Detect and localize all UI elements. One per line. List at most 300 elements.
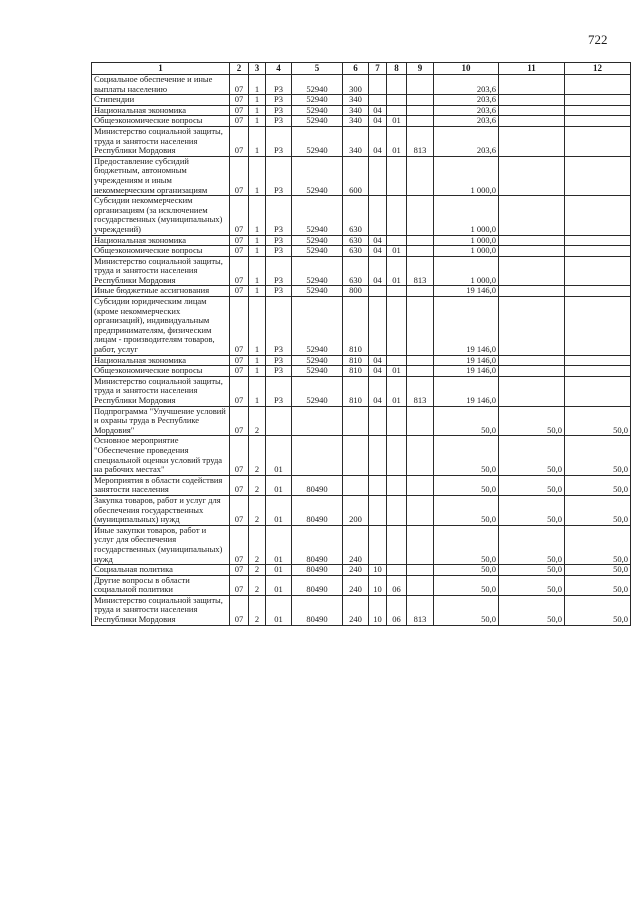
table-row (92, 256, 631, 286)
row-name: Иные бюджетные ассигнования (92, 286, 230, 297)
code-subchapter (387, 565, 407, 576)
code-expense-type: 240 (343, 595, 369, 625)
code-section: 07 (230, 475, 249, 495)
table-row (92, 75, 631, 95)
code-chapter (369, 525, 387, 564)
code-chapter (369, 156, 387, 195)
code-event: Р3 (266, 156, 292, 195)
code-direction: 52940 (292, 126, 343, 156)
column-header: 8 (387, 63, 407, 75)
table-row (92, 475, 631, 495)
code-expense-type: 200 (343, 495, 369, 525)
row-name: Министерство социальной защиты, труда и занятости населения Республики Мордовия (92, 126, 230, 156)
code-chapter: 10 (369, 595, 387, 625)
code-ministry (407, 235, 434, 246)
amount-year-3 (565, 235, 631, 246)
code-section: 07 (230, 116, 249, 127)
table-body (92, 75, 631, 626)
code-section: 07 (230, 95, 249, 106)
code-ministry: 813 (407, 376, 434, 406)
row-name: Субсидии некоммерческим организациям (за исключением государственных (муниципальных) учреждений) (92, 196, 230, 235)
code-ministry (407, 196, 434, 235)
code-event: Р3 (266, 126, 292, 156)
code-subprogram: 2 (249, 565, 266, 576)
code-subchapter: 01 (387, 126, 407, 156)
column-header: 2 (230, 63, 249, 75)
code-chapter (369, 297, 387, 356)
table-row (92, 376, 631, 406)
code-expense-type: 340 (343, 116, 369, 127)
amount-year-3: 50,0 (565, 575, 631, 595)
code-subchapter (387, 196, 407, 235)
code-event (266, 406, 292, 436)
code-event: Р3 (266, 366, 292, 377)
amount-year-3: 50,0 (565, 495, 631, 525)
code-section: 07 (230, 75, 249, 95)
code-event: Р3 (266, 75, 292, 95)
code-subchapter: 01 (387, 116, 407, 127)
code-chapter: 04 (369, 126, 387, 156)
code-subprogram: 1 (249, 75, 266, 95)
amount-year-2 (499, 95, 565, 106)
code-event: Р3 (266, 95, 292, 106)
code-direction: 52940 (292, 376, 343, 406)
amount-year-1: 1 000,0 (434, 196, 499, 235)
amount-year-2: 50,0 (499, 575, 565, 595)
code-expense-type (343, 406, 369, 436)
amount-year-2 (499, 297, 565, 356)
amount-year-1: 19 146,0 (434, 286, 499, 297)
amount-year-2 (499, 75, 565, 95)
code-ministry (407, 406, 434, 436)
code-direction: 52940 (292, 105, 343, 116)
code-event: 01 (266, 495, 292, 525)
amount-year-1: 50,0 (434, 495, 499, 525)
code-ministry (407, 116, 434, 127)
amount-year-1: 1 000,0 (434, 256, 499, 286)
code-direction: 52940 (292, 355, 343, 366)
column-header: 11 (499, 63, 565, 75)
row-name: Социальное обеспечение и иные выплаты населению (92, 75, 230, 95)
amount-year-1: 50,0 (434, 436, 499, 475)
code-subprogram: 1 (249, 95, 266, 106)
table-row (92, 196, 631, 235)
code-subprogram: 2 (249, 575, 266, 595)
code-subchapter (387, 105, 407, 116)
row-name: Основное мероприятие "Обеспечение проведения специальной оценки условий труда на рабочих местах" (92, 436, 230, 475)
code-direction: 80490 (292, 595, 343, 625)
amount-year-1: 50,0 (434, 406, 499, 436)
code-subprogram: 1 (249, 116, 266, 127)
code-direction: 52940 (292, 196, 343, 235)
code-subprogram: 2 (249, 495, 266, 525)
code-direction: 52940 (292, 235, 343, 246)
amount-year-2 (499, 235, 565, 246)
code-section: 07 (230, 235, 249, 246)
amount-year-1: 203,6 (434, 75, 499, 95)
amount-year-1: 19 146,0 (434, 297, 499, 356)
amount-year-1: 203,6 (434, 105, 499, 116)
row-name: Национальная экономика (92, 105, 230, 116)
code-chapter: 04 (369, 376, 387, 406)
code-subprogram: 2 (249, 436, 266, 475)
code-event: Р3 (266, 235, 292, 246)
code-subchapter: 06 (387, 575, 407, 595)
code-event: Р3 (266, 105, 292, 116)
row-name: Социальная политика (92, 565, 230, 576)
amount-year-1: 1 000,0 (434, 235, 499, 246)
row-name: Общеэкономические вопросы (92, 366, 230, 377)
code-event: 01 (266, 525, 292, 564)
code-section: 07 (230, 575, 249, 595)
row-name: Министерство социальной защиты, труда и занятости населения Республики Мордовия (92, 256, 230, 286)
code-direction: 52940 (292, 156, 343, 195)
code-subprogram: 1 (249, 297, 266, 356)
code-subprogram: 1 (249, 235, 266, 246)
column-header: 7 (369, 63, 387, 75)
code-subchapter: 01 (387, 256, 407, 286)
amount-year-3: 50,0 (565, 525, 631, 564)
code-section: 07 (230, 366, 249, 377)
code-subchapter (387, 475, 407, 495)
code-section: 07 (230, 156, 249, 195)
code-ministry (407, 355, 434, 366)
row-name: Национальная экономика (92, 235, 230, 246)
code-ministry (407, 156, 434, 195)
code-section: 07 (230, 246, 249, 257)
code-expense-type: 630 (343, 246, 369, 257)
table-row (92, 297, 631, 356)
code-expense-type: 240 (343, 525, 369, 564)
code-expense-type: 810 (343, 376, 369, 406)
code-chapter (369, 286, 387, 297)
code-chapter: 04 (369, 116, 387, 127)
code-direction: 80490 (292, 475, 343, 495)
code-subprogram: 1 (249, 256, 266, 286)
amount-year-2: 50,0 (499, 565, 565, 576)
amount-year-3: 50,0 (565, 406, 631, 436)
table-row (92, 156, 631, 195)
code-subchapter (387, 495, 407, 525)
code-subprogram: 2 (249, 595, 266, 625)
amount-year-2 (499, 196, 565, 235)
table-row (92, 595, 631, 625)
table-row (92, 105, 631, 116)
code-subchapter (387, 75, 407, 95)
amount-year-1: 50,0 (434, 565, 499, 576)
amount-year-3 (565, 156, 631, 195)
row-name: Стипендии (92, 95, 230, 106)
code-subprogram: 1 (249, 126, 266, 156)
table-row (92, 495, 631, 525)
code-direction: 80490 (292, 575, 343, 595)
column-header: 12 (565, 63, 631, 75)
amount-year-1: 1 000,0 (434, 246, 499, 257)
amount-year-2 (499, 376, 565, 406)
amount-year-1: 19 146,0 (434, 376, 499, 406)
code-direction: 52940 (292, 246, 343, 257)
code-event: 01 (266, 595, 292, 625)
code-subchapter: 01 (387, 246, 407, 257)
row-name: Подпрограмма "Улучшение условий и охраны труда в Республике Мордовия" (92, 406, 230, 436)
code-chapter: 04 (369, 235, 387, 246)
amount-year-1: 50,0 (434, 475, 499, 495)
row-name: Национальная экономика (92, 355, 230, 366)
code-ministry: 813 (407, 256, 434, 286)
code-ministry (407, 565, 434, 576)
code-ministry: 813 (407, 595, 434, 625)
code-event: Р3 (266, 256, 292, 286)
column-header: 3 (249, 63, 266, 75)
code-chapter (369, 495, 387, 525)
row-name: Общеэкономические вопросы (92, 116, 230, 127)
table-row (92, 436, 631, 475)
table-row (92, 355, 631, 366)
code-chapter: 04 (369, 355, 387, 366)
column-header: 5 (292, 63, 343, 75)
code-section: 07 (230, 196, 249, 235)
code-subchapter (387, 286, 407, 297)
code-direction: 52940 (292, 366, 343, 377)
code-event: 01 (266, 436, 292, 475)
code-subprogram: 1 (249, 196, 266, 235)
code-section: 07 (230, 126, 249, 156)
code-chapter: 04 (369, 105, 387, 116)
code-subprogram: 1 (249, 105, 266, 116)
amount-year-3 (565, 75, 631, 95)
code-subprogram: 1 (249, 355, 266, 366)
row-name: Предоставление субсидий бюджетным, автономным учреждениям и иным некоммерческим организациям (92, 156, 230, 195)
amount-year-2 (499, 156, 565, 195)
code-subchapter: 01 (387, 366, 407, 377)
code-direction (292, 436, 343, 475)
code-subprogram: 2 (249, 525, 266, 564)
amount-year-1: 1 000,0 (434, 156, 499, 195)
table-row (92, 116, 631, 127)
amount-year-2: 50,0 (499, 595, 565, 625)
code-subchapter: 06 (387, 595, 407, 625)
table-row (92, 366, 631, 377)
table-row (92, 565, 631, 576)
code-expense-type: 630 (343, 196, 369, 235)
amount-year-3 (565, 376, 631, 406)
code-ministry: 813 (407, 126, 434, 156)
code-event: 01 (266, 575, 292, 595)
amount-year-1: 203,6 (434, 116, 499, 127)
table-row (92, 246, 631, 257)
amount-year-2 (499, 105, 565, 116)
code-ministry (407, 286, 434, 297)
row-name: Субсидии юридическим лицам (кроме некоммерческих организаций), индивидуальным предпринимателям, физическим лицам - производителям товаров, работ, услуг (92, 297, 230, 356)
code-expense-type: 340 (343, 105, 369, 116)
code-subchapter (387, 355, 407, 366)
code-ministry (407, 95, 434, 106)
code-direction (292, 406, 343, 436)
column-header: 4 (266, 63, 292, 75)
amount-year-2: 50,0 (499, 436, 565, 475)
amount-year-3: 50,0 (565, 436, 631, 475)
amount-year-2 (499, 256, 565, 286)
row-name: Мероприятия в области содействия занятости населения (92, 475, 230, 495)
amount-year-3: 50,0 (565, 565, 631, 576)
code-subchapter (387, 297, 407, 356)
amount-year-1: 203,6 (434, 95, 499, 106)
code-section: 07 (230, 495, 249, 525)
code-section: 07 (230, 105, 249, 116)
code-ministry (407, 525, 434, 564)
code-event: 01 (266, 475, 292, 495)
code-section: 07 (230, 436, 249, 475)
amount-year-2 (499, 366, 565, 377)
code-expense-type (343, 436, 369, 475)
code-chapter (369, 196, 387, 235)
amount-year-2 (499, 126, 565, 156)
code-ministry (407, 105, 434, 116)
code-subprogram: 1 (249, 376, 266, 406)
code-subprogram: 1 (249, 246, 266, 257)
table-row (92, 575, 631, 595)
amount-year-2: 50,0 (499, 525, 565, 564)
code-chapter: 04 (369, 256, 387, 286)
amount-year-2: 50,0 (499, 475, 565, 495)
code-direction: 52940 (292, 286, 343, 297)
amount-year-1: 19 146,0 (434, 366, 499, 377)
code-ministry (407, 366, 434, 377)
code-section: 07 (230, 355, 249, 366)
amount-year-3 (565, 116, 631, 127)
code-ministry (407, 436, 434, 475)
code-expense-type: 340 (343, 126, 369, 156)
amount-year-1: 19 146,0 (434, 355, 499, 366)
code-direction: 52940 (292, 75, 343, 95)
code-event: Р3 (266, 116, 292, 127)
amount-year-2 (499, 355, 565, 366)
row-name: Общеэкономические вопросы (92, 246, 230, 257)
table-row (92, 126, 631, 156)
amount-year-2 (499, 286, 565, 297)
column-header: 9 (407, 63, 434, 75)
table-row (92, 525, 631, 564)
row-name: Министерство социальной защиты, труда и занятости населения Республики Мордовия (92, 595, 230, 625)
code-subchapter (387, 95, 407, 106)
amount-year-3 (565, 95, 631, 106)
code-subprogram: 2 (249, 406, 266, 436)
amount-year-3 (565, 355, 631, 366)
code-ministry (407, 475, 434, 495)
amount-year-3: 50,0 (565, 595, 631, 625)
code-chapter: 10 (369, 575, 387, 595)
code-subchapter (387, 235, 407, 246)
amount-year-2: 50,0 (499, 495, 565, 525)
code-chapter (369, 95, 387, 106)
code-expense-type: 340 (343, 95, 369, 106)
code-chapter (369, 475, 387, 495)
code-ministry (407, 246, 434, 257)
code-section: 07 (230, 525, 249, 564)
code-ministry (407, 575, 434, 595)
row-name: Министерство социальной защиты, труда и занятости населения Республики Мордовия (92, 376, 230, 406)
code-chapter (369, 75, 387, 95)
amount-year-3 (565, 286, 631, 297)
code-subprogram: 1 (249, 156, 266, 195)
code-event: Р3 (266, 376, 292, 406)
code-chapter (369, 406, 387, 436)
amount-year-3 (565, 246, 631, 257)
code-ministry (407, 75, 434, 95)
code-ministry (407, 495, 434, 525)
amount-year-1: 50,0 (434, 525, 499, 564)
code-event: Р3 (266, 246, 292, 257)
table-row (92, 95, 631, 106)
code-event: Р3 (266, 355, 292, 366)
table-row (92, 235, 631, 246)
code-expense-type: 630 (343, 256, 369, 286)
code-section: 07 (230, 256, 249, 286)
code-subchapter: 01 (387, 376, 407, 406)
row-name: Другие вопросы в области социальной политики (92, 575, 230, 595)
code-chapter: 04 (369, 366, 387, 377)
amount-year-3: 50,0 (565, 475, 631, 495)
code-expense-type: 800 (343, 286, 369, 297)
code-chapter (369, 436, 387, 475)
code-expense-type: 630 (343, 235, 369, 246)
code-event: 01 (266, 565, 292, 576)
code-direction: 52940 (292, 256, 343, 286)
code-expense-type: 810 (343, 355, 369, 366)
code-direction: 52940 (292, 297, 343, 356)
amount-year-3 (565, 256, 631, 286)
code-subchapter (387, 525, 407, 564)
code-subprogram: 1 (249, 366, 266, 377)
code-section: 07 (230, 595, 249, 625)
code-subprogram: 1 (249, 286, 266, 297)
code-event: Р3 (266, 196, 292, 235)
amount-year-2: 50,0 (499, 406, 565, 436)
table-header-row (92, 63, 631, 75)
code-section: 07 (230, 286, 249, 297)
amount-year-2 (499, 116, 565, 127)
code-section: 07 (230, 376, 249, 406)
code-chapter: 04 (369, 246, 387, 257)
code-expense-type: 810 (343, 297, 369, 356)
amount-year-3 (565, 366, 631, 377)
code-expense-type: 300 (343, 75, 369, 95)
code-direction: 80490 (292, 495, 343, 525)
code-direction: 52940 (292, 95, 343, 106)
code-direction: 80490 (292, 525, 343, 564)
page-number: 722 (588, 32, 608, 47)
code-direction: 52940 (292, 116, 343, 127)
code-subprogram: 2 (249, 475, 266, 495)
amount-year-2 (499, 246, 565, 257)
row-name: Закупка товаров, работ и услуг для обеспечения государственных (муниципальных) нужд (92, 495, 230, 525)
code-direction: 80490 (292, 565, 343, 576)
column-header: 6 (343, 63, 369, 75)
code-section: 07 (230, 297, 249, 356)
code-expense-type: 240 (343, 575, 369, 595)
budget-table (91, 62, 631, 626)
column-header: 10 (434, 63, 499, 75)
code-event: Р3 (266, 297, 292, 356)
code-subchapter (387, 406, 407, 436)
code-ministry (407, 297, 434, 356)
row-name: Иные закупки товаров, работ и услуг для обеспечения государственных (муниципальных) нужд (92, 525, 230, 564)
amount-year-3 (565, 297, 631, 356)
amount-year-1: 50,0 (434, 575, 499, 595)
code-expense-type: 600 (343, 156, 369, 195)
code-section: 07 (230, 565, 249, 576)
amount-year-3 (565, 126, 631, 156)
